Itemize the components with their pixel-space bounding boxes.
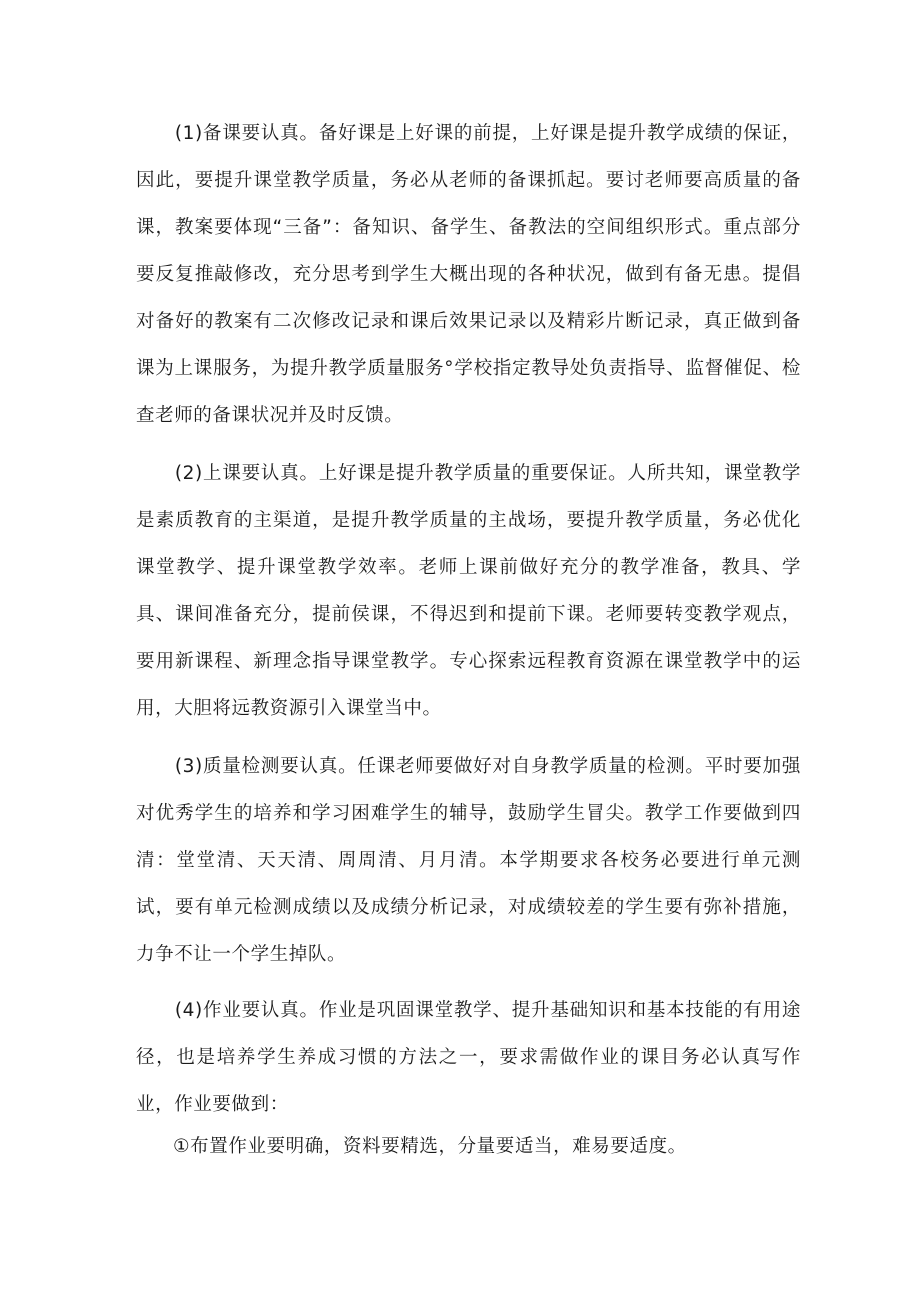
- homework-requirement-item-1: ①布置作业要明确，资料要精选，分量要适当，难易要适度。: [173, 1136, 687, 1157]
- paragraph-lesson-preparation: (1)备课要认真。备好课是上好课的前提，上好课是提升教学成绩的保证，因此，要提升课堂教学质量，务必从老师的备课抓起。要讨老师要高质量的备课，教案要体现“三备”：备知识、备学生、备教法的空间组织形式。重点部分要反复推敲修改，充分思考到学生大概出现的各种状况，做到有备无患。提倡对备好的教案有二次修改记录和课后效果记录以及精彩片断记录，真正做到备课为上课服务，为提升教学质量服务°学校指定教导处负责指导、监督催促、检查老师的备课状况并及时反馈。: [136, 123, 801, 426]
- paragraph-class-teaching: (2)上课要认真。上好课是提升教学质量的重要保证。人所共知，课堂教学是素质教育的主渠道，是提升教学质量的主战场，要提升教学质量，务必优化课堂教学、提升课堂教学效率。老师上课前做好充分的教学准备，教具、学具、课间准备充分，提前侯课，不得迟到和提前下课。老师要转变教学观点，要用新课程、新理念指导课堂教学。专心探索远程教育资源在课堂教学中的运用，大胆将远教资源引入课堂当中。: [136, 463, 801, 719]
- paragraph-homework: (4)作业要认真。作业是巩固课堂教学、提升基础知识和基本技能的有用途径，也是培养学生养成习惯的方法之一，要求需做作业的课目务必认真写作业，作业要做到：: [136, 1000, 801, 1115]
- paragraph-quality-testing: (3)质量检测要认真。任课老师要做好对自身教学质量的检测。平时要加强对优秀学生的培养和学习困难学生的辅导，鼓励学生冒尖。教学工作要做到四清：堂堂清、天天清、周周清、月月清。本学期要求各校务必要进行单元测试，要有单元检测成绩以及成绩分析记录，对成绩较差的学生要有弥补措施，力争不让一个学生掉队。: [136, 756, 801, 965]
